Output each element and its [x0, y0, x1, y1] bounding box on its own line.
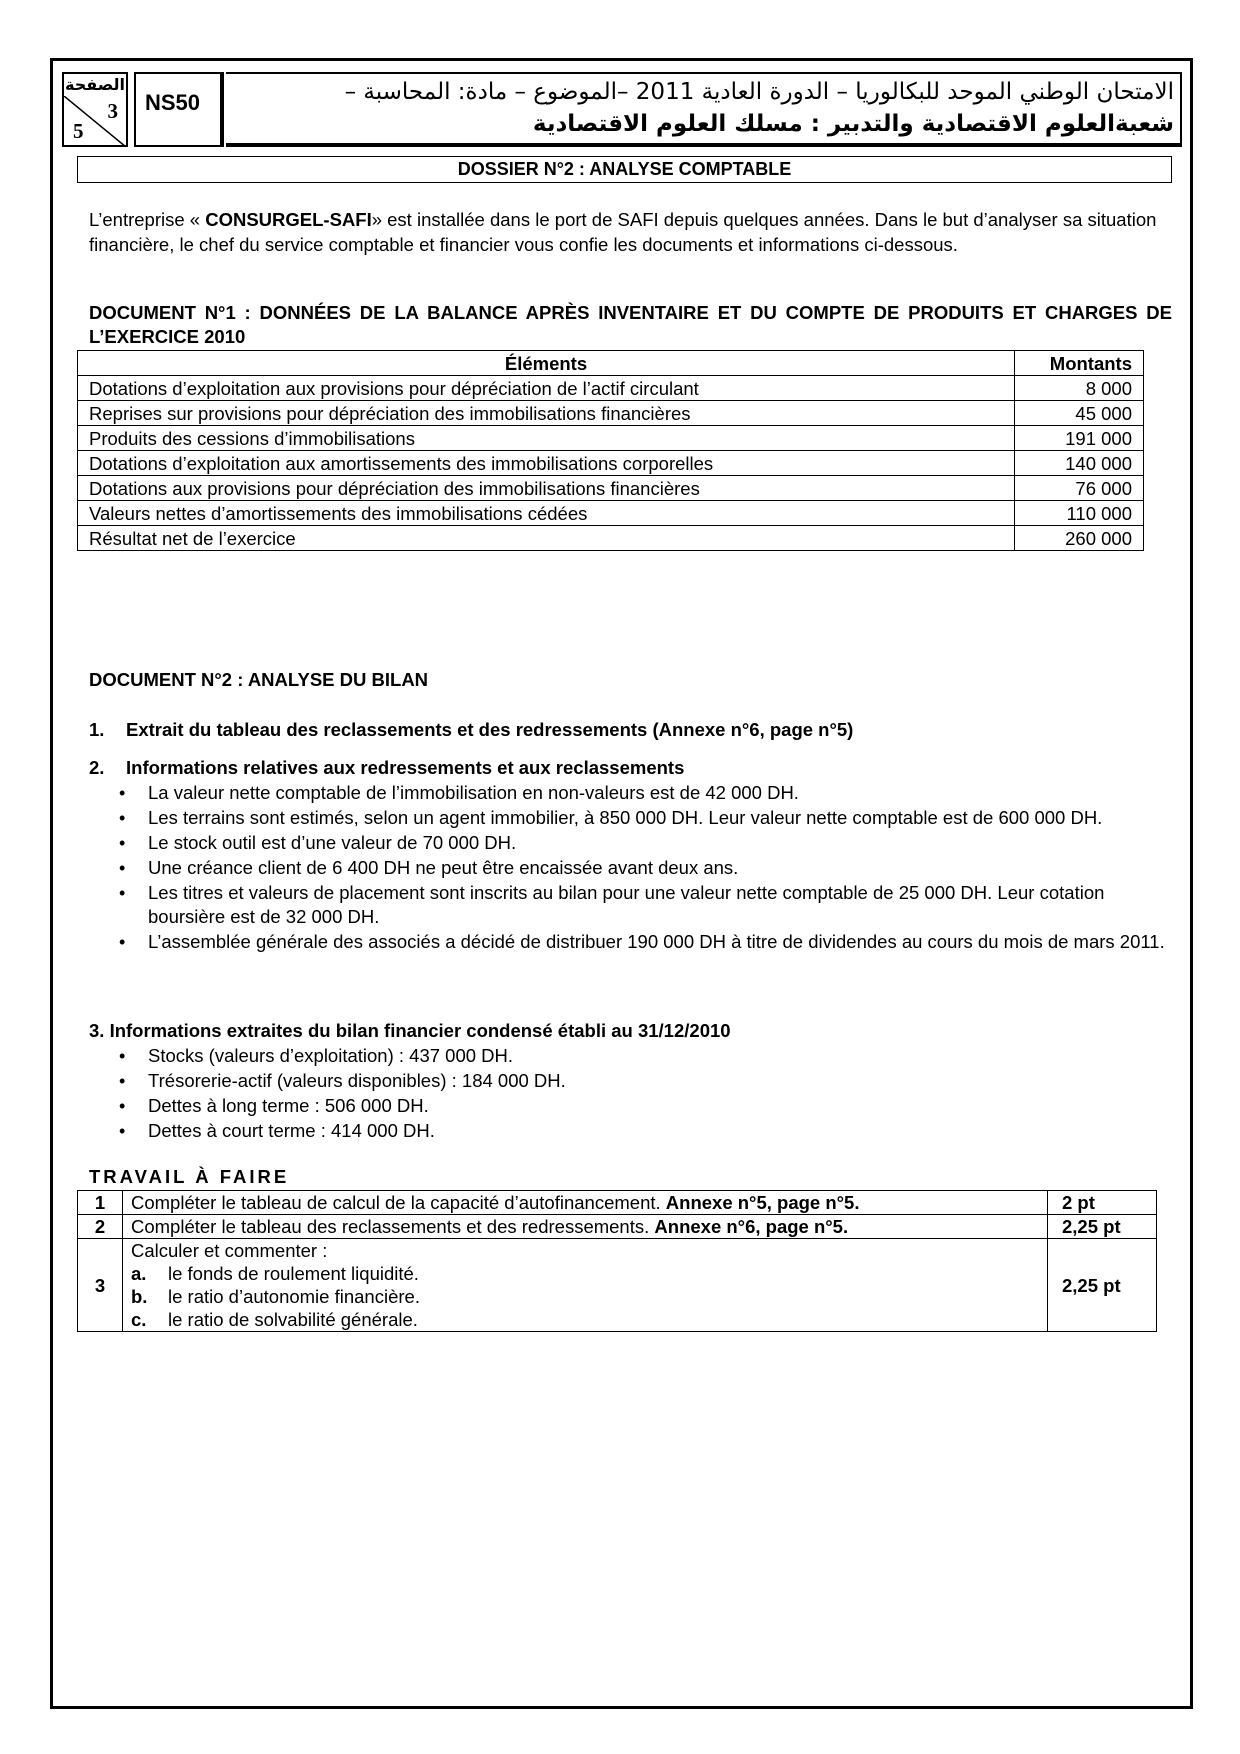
row-label: Reprises sur provisions pour dépréciation des immobilisations financières: [78, 401, 1015, 426]
task-annex: Annexe n°5, page n°5.: [665, 1192, 860, 1213]
task-intro: Calculer et commenter :: [131, 1240, 328, 1261]
document2-item2: [89, 756, 684, 780]
document2-bullets3: [89, 1044, 1089, 1144]
list-item: • Dettes à long terme : 506 000 DH.: [89, 1094, 1089, 1118]
exam-title-line2: شعبةالعلوم الاقتصادية والتدبير : مسلك العلوم الاقتصادية: [532, 111, 1174, 137]
task-number: 3: [78, 1239, 123, 1332]
item-text: Informations relatives aux redressements et aux reclassements: [126, 757, 685, 778]
list-item: • Stocks (valeurs d’exploitation) : 437 000 DH.: [89, 1044, 1089, 1068]
company-name: CONSURGEL-SAFI: [205, 209, 372, 230]
document1-title: DOCUMENT N°1 : DONNÉES DE LA BALANCE APRÈS INVENTAIRE ET DU COMPTE DE PRODUITS ET CHARGES DE L’EXERCICE 2010: [89, 302, 1172, 347]
task-text-plain: Compléter le tableau des reclassements et des redressements.: [131, 1216, 655, 1237]
table-row: [78, 376, 1144, 401]
row-label: Produits des cessions d’immobilisations: [78, 426, 1015, 451]
sub-letter: c.: [131, 1309, 147, 1330]
page-number-box: [62, 72, 128, 147]
row-label: Dotations d’exploitation aux amortissements des immobilisations corporelles: [78, 451, 1015, 476]
table-row: [78, 426, 1144, 451]
item-number: 1.: [89, 719, 105, 740]
task-sub: [131, 1285, 1039, 1308]
document1-table: [77, 350, 1144, 551]
list-item: • L’assemblée générale des associés a décidé de distribuer 190 000 DH à titre de dividendes au cours du mois de mars 2011.: [89, 930, 1179, 954]
exam-title: [226, 72, 1182, 147]
table-row: [78, 401, 1144, 426]
list-item: • Les terrains sont estimés, selon un agent immobilier, à 850 000 DH. Leur valeur nette comptable est de 600 000 DH.: [89, 806, 1179, 830]
table-row: [78, 476, 1144, 501]
table-row: [78, 1239, 1157, 1332]
document2-title: DOCUMENT N°2 : ANALYSE DU BILAN: [89, 669, 429, 690]
row-amount: 191 000: [1015, 426, 1144, 451]
page-number: 3: [107, 99, 118, 123]
list-item: • Les titres et valeurs de placement sont inscrits au bilan pour une valeur nette comptable de 25 000 DH. Leur cotation boursière est de 32 000 DH.: [89, 881, 1179, 929]
task-points: 2,25 pt: [1048, 1239, 1157, 1332]
list-item: • Une créance client de 6 400 DH ne peut être encaissée avant deux ans.: [89, 856, 1179, 880]
intro-paragraph: [89, 207, 1164, 257]
table-row: [78, 1215, 1157, 1239]
page-label: الصفحة: [64, 75, 125, 94]
row-amount: 45 000: [1015, 401, 1144, 426]
row-label: Valeurs nettes d’amortissements des immobilisations cédées: [78, 501, 1015, 526]
row-label: Dotations aux provisions pour dépréciation des immobilisations financières: [78, 476, 1015, 501]
travail-table: [77, 1190, 1157, 1332]
task-annex: Annexe n°6, page n°5.: [654, 1216, 849, 1237]
document2-bullets2: [89, 781, 1179, 955]
document2-item3: 3. Informations extraites du bilan financier condensé établi au 31/12/2010: [89, 1020, 731, 1041]
task-number: 1: [78, 1191, 123, 1215]
sub-letter: a.: [131, 1263, 147, 1284]
list-item: • La valeur nette comptable de l’immobilisation en non-valeurs est de 42 000 DH.: [89, 781, 1179, 805]
row-amount: 76 000: [1015, 476, 1144, 501]
row-amount: 110 000: [1015, 501, 1144, 526]
task-points: 2 pt: [1048, 1191, 1157, 1215]
task-text: [123, 1215, 1048, 1239]
sub-text: le ratio de solvabilité générale.: [168, 1309, 418, 1330]
task-sub: [131, 1308, 1039, 1331]
row-amount: 8 000: [1015, 376, 1144, 401]
page-total: 5: [73, 119, 84, 143]
document2-item1: [89, 718, 853, 742]
sub-letter: b.: [131, 1286, 148, 1307]
item-number: 2.: [89, 757, 105, 778]
header-elements: Éléments: [78, 351, 1015, 376]
table-row: [78, 501, 1144, 526]
task-text: [123, 1239, 1048, 1332]
task-text-plain: Compléter le tableau de calcul de la capacité d’autofinancement.: [131, 1192, 666, 1213]
header-montants: Montants: [1015, 351, 1144, 376]
row-amount: 260 000: [1015, 526, 1144, 551]
task-sub: [131, 1262, 1039, 1285]
item-text: Extrait du tableau des reclassements et des redressements (Annexe n°6, page n°5): [126, 719, 854, 740]
row-label: Dotations d’exploitation aux provisions pour dépréciation de l’actif circulant: [78, 376, 1015, 401]
exam-title-line1: الامتحان الوطني الموحد للبكالوريا – الدورة العادية 2011 –الموضوع – مادة: المحاسبة –: [344, 79, 1174, 105]
table-row: [78, 451, 1144, 476]
task-number: 2: [78, 1215, 123, 1239]
dossier-title: DOSSIER N°2 : ANALYSE COMPTABLE: [77, 156, 1172, 183]
row-label: Résultat net de l’exercice: [78, 526, 1015, 551]
sub-text: le ratio d’autonomie financière.: [168, 1286, 420, 1307]
table-header-row: [78, 351, 1144, 376]
list-item: • Dettes à court terme : 414 000 DH.: [89, 1119, 1089, 1143]
exam-code: NS50: [134, 72, 224, 147]
intro-after: » est installée dans le port de SAFI depuis quelques années. Dans le but d’analyser sa situation financière, le chef du service comptable et financier vous confie les documents et informations ci-dessous.: [89, 209, 1157, 255]
task-text: [123, 1191, 1048, 1215]
intro-before: L’entreprise «: [89, 209, 206, 230]
sub-text: le fonds de roulement liquidité.: [168, 1263, 419, 1284]
row-amount: 140 000: [1015, 451, 1144, 476]
table-row: [78, 1191, 1157, 1215]
list-item: • Le stock outil est d’une valeur de 70 000 DH.: [89, 831, 1179, 855]
table-row: [78, 526, 1144, 551]
list-item: • Trésorerie-actif (valeurs disponibles) : 184 000 DH.: [89, 1069, 1089, 1093]
task-points: 2,25 pt: [1048, 1215, 1157, 1239]
travail-title: TRAVAIL À FAIRE: [89, 1166, 290, 1187]
